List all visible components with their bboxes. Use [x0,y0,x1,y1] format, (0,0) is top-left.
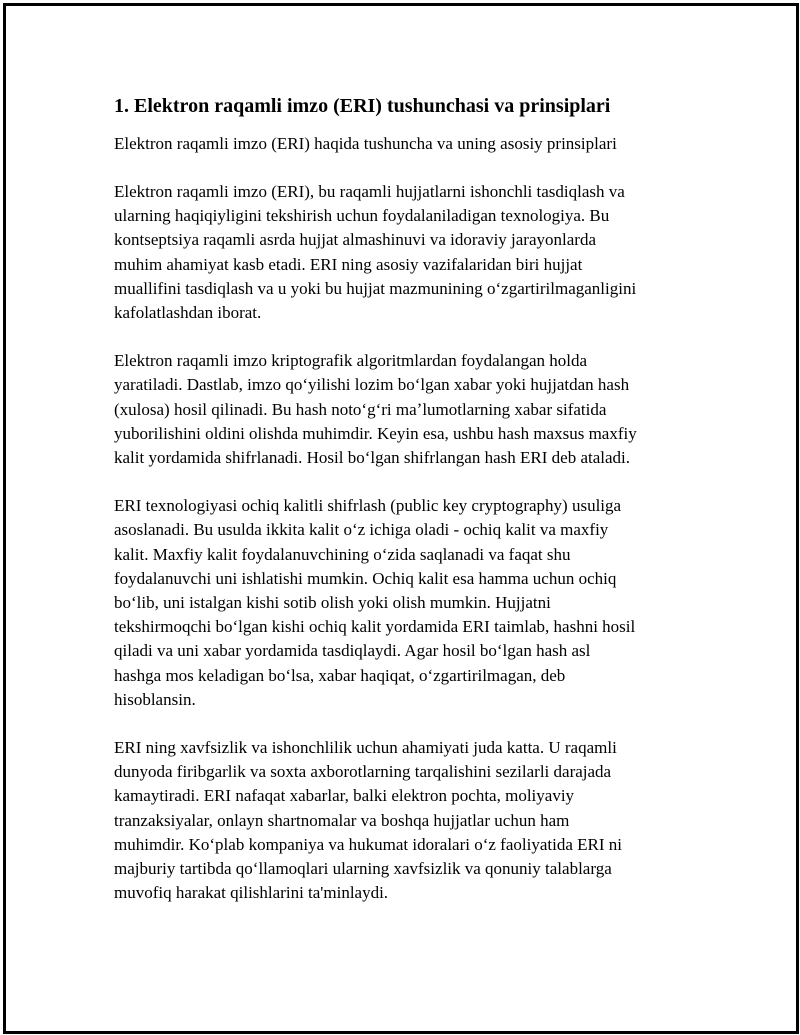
document-body [114,92,694,929]
paragraph-line: muhim ahamiyat kasb etadi. ERI ning asosiy vazifalaridan biri hujjat [114,254,583,274]
paragraph-line: Elektron raqamli imzo (ERI), bu raqamli hujjatlarni ishonchli tasdiqlash va [114,182,625,201]
paragraph-line: kalit. Maxfiy kalit foydalanuvchining oʻzida saqlanadi va faqat shu [114,544,571,564]
paragraph-line: tekshirmoqchi boʻlgan kishi ochiq kalit yordamida ERI taimlab, hashni hosil [114,617,636,637]
paragraph-line: (xulosa) hosil qilinadi. Bu hash notoʻgʻri maʼlumotlarning xabar sifatida [114,399,607,419]
paragraph-2 [114,349,694,470]
paragraph-line: hisoblansin. [114,689,196,709]
paragraph-line: Elektron raqamli imzo kriptografik algoritmlardan foydalangan holda [114,351,588,371]
paragraph-line: kontseptsiya raqamli asrda hujjat almashinuvi va idoraviy jarayonlarda [114,230,596,250]
paragraph-line: majburiy tartibda qoʻllamoqlari ularning xavfsizlik va qonuniy talablarga [114,859,612,879]
paragraph-line: yuborilishini oldini olishda muhimdir. Keyin esa, ushbu hash maxsus maxfiy [114,423,637,443]
paragraph-line: kamaytiradi. ERI nafaqat xabarlar, balki elektron pochta, moliyaviy [114,786,575,806]
paragraph-line: hashga mos keladigan boʻlsa, xabar haqiqat, oʻzgartirilmagan, deb [114,665,566,685]
paragraph-line: tranzaksiyalar, onlayn shartnomalar va boshqa hujjatlar uchun ham [114,810,570,830]
paragraph-line: asoslanadi. Bu usulda ikkita kalit oʻz ichiga oladi - ochiq kalit va maxfiy [114,520,609,540]
paragraph-line: muhimdir. Koʻplab kompaniya va hukumat idoralari oʻz faoliyatida ERI ni [114,834,622,854]
document-subtitle: Elektron raqamli imzo (ERI) haqida tushuncha va uning asosiy prinsiplari [114,134,617,153]
paragraph-4 [114,736,694,905]
paragraph-3 [114,494,694,712]
paragraph-line: ularning haqiqiyligini tekshirish uchun foydalaniladigan texnologiya. Bu [114,206,610,226]
paragraph-line: boʻlib, uni istalgan kishi sotib olish yoki olish mumkin. Hujjatni [114,593,551,613]
paragraph-line: dunyoda firibgarlik va soxta axborotlarning tarqalishini sezilarli darajada [114,762,612,782]
paragraph-line: yaratiladi. Dastlab, imzo qoʻyilishi lozim boʻlgan xabar yoki hujjatdan hash [114,375,630,395]
paragraph-line: kalit yordamida shifrlanadi. Hosil boʻlgan shifrlangan hash ERI deb ataladi. [114,448,631,468]
paragraph-line: muvofiq harakat qilishlarini ta'minlaydi. [114,883,389,903]
paragraph-1 [114,180,694,325]
document-title: 1. Elektron raqamli imzo (ERI) tushunchasi va prinsiplari [114,95,611,117]
paragraph-line: ERI texnologiyasi ochiq kalitli shifrlash (public key cryptography) usuliga [114,496,622,516]
paragraph-line: kafolatlashdan iborat. [114,303,262,323]
paragraph-line: ERI ning xavfsizlik va ishonchlilik uchun ahamiyati juda katta. U raqamli [114,738,617,758]
paragraph-line: muallifini tasdiqlash va u yoki bu hujjat mazmunining oʻzgartirilmaganligini [114,278,637,298]
paragraph-line: foydalanuvchi uni ishlatishi mumkin. Ochiq kalit esa hamma uchun ochiq [114,568,617,588]
paragraph-line: qiladi va uni xabar yordamida tasdiqlaydi. Agar hosil boʻlgan hash asl [114,641,591,661]
